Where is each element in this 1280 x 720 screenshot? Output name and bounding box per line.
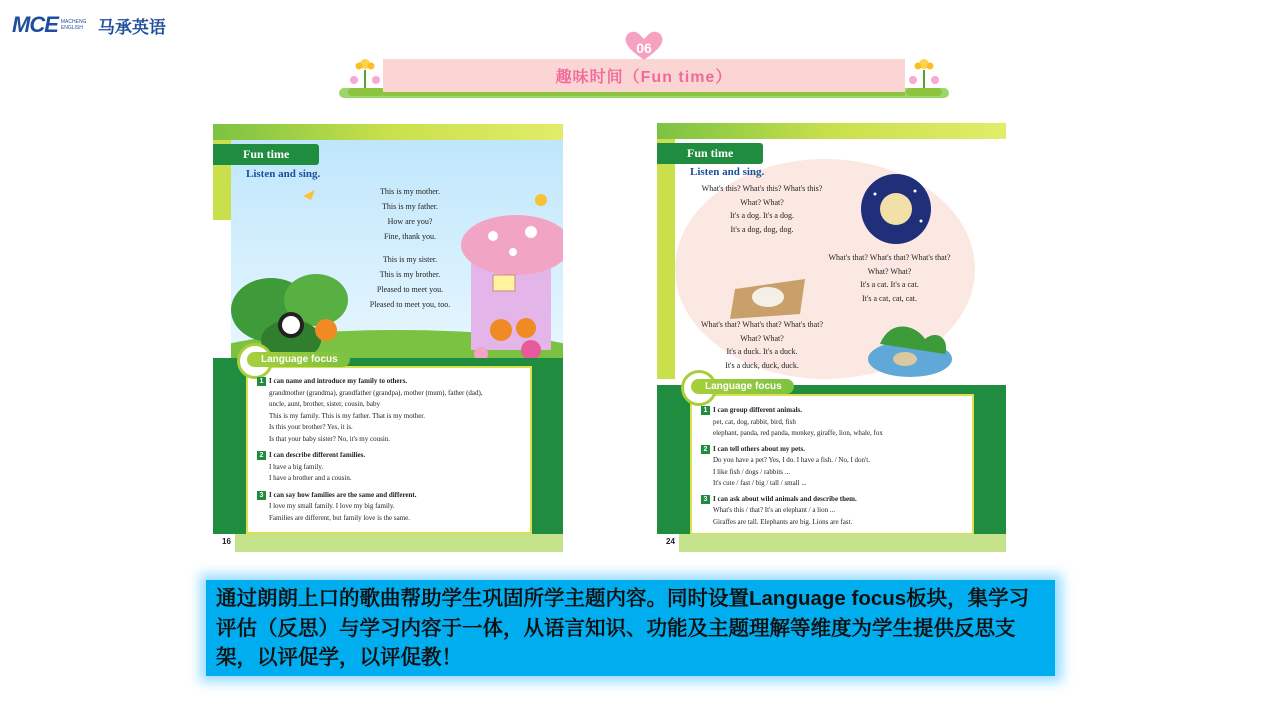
song-verse-2	[335, 252, 485, 312]
item-number: 3	[701, 495, 710, 504]
song-line: It's a cat, cat, cat.	[862, 293, 917, 303]
item-heading: I can ask about wild animals and describe them.	[713, 494, 857, 503]
song-line: It's a cat. It's a cat.	[860, 280, 919, 289]
section-title: 趣味时间（Fun time）	[555, 69, 733, 86]
item-line: Families are different, but family love is the same.	[269, 513, 410, 522]
song-line: It's a dog. It's a dog.	[730, 211, 794, 220]
song-line: What's that? What's that? What's that?	[701, 320, 823, 329]
logo-mark: MCE	[12, 12, 58, 37]
song-line: This is my father.	[382, 202, 438, 211]
item-line: pet, cat, dog, rabbit, bird, fish	[713, 417, 796, 426]
item-line: I like fish / dogs / rabbits ...	[713, 467, 790, 476]
item-line: I have a big family.	[269, 462, 324, 471]
item-line: What's this / that? It's an elephant / a lion ...	[713, 506, 836, 514]
song-line: What? What?	[867, 266, 912, 276]
page-footer	[679, 534, 1006, 552]
language-focus-list	[701, 405, 971, 528]
item-line: Do you have a pet? Yes, I do. I have a fish. / No, I don't.	[713, 456, 870, 464]
item-line: Giraffes are tall. Elephants are big. Lions are fast.	[713, 517, 853, 526]
fun-time-tag: Fun time	[213, 144, 319, 165]
item-heading: I can group different animals.	[713, 406, 802, 414]
description-text: 通过朗朗上口的歌曲帮助学生巩固所学主题内容。同时设置Language focus板块，集学习评估（反思）与学习内容于一体，从语言知识、功能及主题理解等维度为学生提供反思支架，以评促学，以评促教！	[216, 587, 1030, 669]
listen-and-sing-heading: Listen and sing.	[690, 166, 765, 178]
list-item	[701, 444, 971, 490]
song-line: How are you?	[387, 217, 433, 226]
page-top-stripe	[657, 123, 1006, 139]
item-heading: I can describe different families.	[269, 451, 366, 459]
item-number: 2	[701, 445, 710, 454]
page-top-stripe	[213, 124, 563, 140]
song-line: Pleased to meet you, too.	[369, 300, 451, 309]
language-focus-label: Language focus	[691, 379, 794, 394]
item-number: 3	[257, 491, 266, 500]
item-line: grandmother (grandma), grandfather (grandpa), mother (mum), father (dad),	[269, 388, 483, 397]
item-line: Is that your baby sister? No, it's my cousin.	[269, 434, 391, 443]
item-line: I love my small family. I love my big family.	[269, 502, 395, 510]
item-number: 1	[257, 377, 266, 386]
item-line: I have a brother and a cousin.	[269, 474, 352, 482]
item-line: This is my family. This is my father. That is my mother.	[269, 411, 425, 420]
language-focus-list	[257, 376, 529, 524]
list-item	[257, 376, 529, 445]
song-verse-1	[687, 182, 837, 236]
item-number: 2	[257, 451, 266, 460]
logo-subtitle: MACHENG ENGLISH	[60, 19, 87, 31]
item-heading: I can name and introduce my family to others.	[269, 377, 408, 385]
song-line: This is my sister.	[382, 255, 438, 264]
brand-logo	[12, 8, 166, 42]
list-item	[701, 494, 971, 529]
song-line: What's this? What's this? What's this?	[701, 184, 823, 193]
flower-right-icon	[902, 52, 948, 98]
textbook-page-right	[657, 123, 1006, 552]
logo-chinese-name: 马承英语	[97, 17, 166, 37]
song-line: What's that? What's that? What's that?	[828, 253, 951, 262]
page-number: 16	[222, 537, 231, 546]
item-line: Is this your brother? Yes, it is.	[269, 423, 353, 431]
song-line: Pleased to meet you.	[376, 285, 444, 294]
page-footer	[235, 534, 563, 552]
item-line: elephant, panda, red panda, monkey, giraffe, lion, whale, fox	[713, 429, 883, 437]
list-item	[701, 405, 971, 440]
item-line: uncle, aunt, brother, sister, cousin, baby	[269, 400, 381, 408]
listen-and-sing-heading: Listen and sing.	[246, 168, 321, 180]
song-verse-2	[807, 251, 972, 305]
song-line: It's a dog, dog, dog.	[730, 224, 794, 234]
list-item	[257, 490, 529, 525]
item-number: 1	[701, 406, 710, 415]
item-line: It's cute / fast / big / tall / small ...	[713, 479, 807, 487]
list-item	[257, 450, 529, 485]
song-line: This is my brother.	[379, 270, 441, 279]
page-number: 24	[666, 537, 675, 546]
song-line: What? What?	[740, 197, 784, 207]
textbook-page-left	[213, 124, 563, 552]
song-line: It's a duck. It's a duck.	[726, 347, 798, 356]
song-verse-1	[335, 184, 485, 244]
song-verse-3	[687, 318, 837, 372]
section-number: 06	[636, 40, 652, 56]
song-line: Fine, thank you.	[384, 232, 436, 241]
song-line: This is my mother.	[380, 187, 440, 196]
fun-time-tag: Fun time	[657, 143, 763, 164]
item-heading: I can tell others about my pets.	[713, 444, 805, 453]
page-side-stripe	[657, 139, 675, 379]
language-focus-label: Language focus	[247, 352, 350, 367]
flower-left-icon	[342, 52, 388, 98]
song-line: It's a duck, duck, duck.	[725, 360, 799, 370]
song-line: What? What?	[740, 333, 784, 343]
item-heading: I can say how families are the same and different.	[269, 490, 417, 499]
